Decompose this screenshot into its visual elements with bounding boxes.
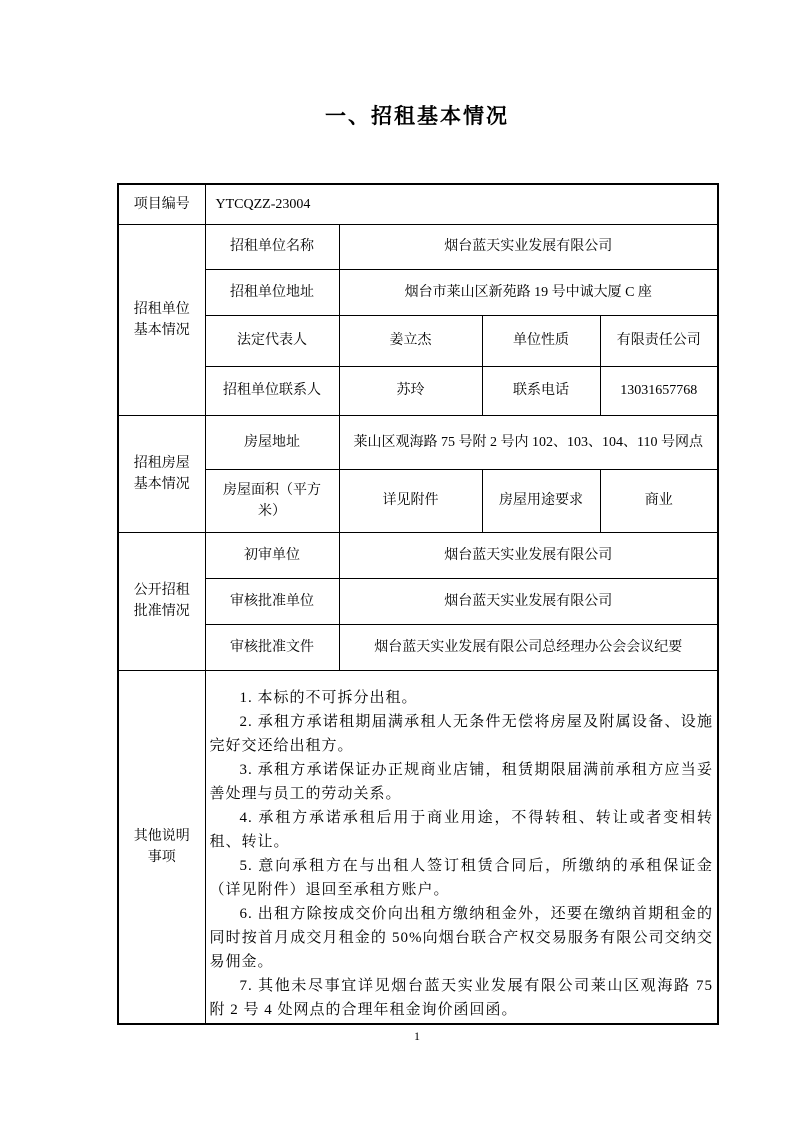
house-area-value: 详见附件 bbox=[339, 469, 482, 532]
project-no-value: YTCQZZ-23004 bbox=[205, 184, 718, 224]
approve-unit-value: 烟台蓝天实业发展有限公司 bbox=[339, 578, 718, 624]
house-usage-label: 房屋用途要求 bbox=[482, 469, 600, 532]
table-row bbox=[118, 532, 718, 578]
row-header-house-info: 招租房屋基本情况 bbox=[118, 415, 205, 532]
legal-rep-value: 姜立杰 bbox=[339, 315, 482, 366]
table-row bbox=[118, 670, 718, 1024]
house-address-label: 房屋地址 bbox=[205, 415, 339, 469]
unit-address-value: 烟台市莱山区新苑路 19 号中诚大厦 C 座 bbox=[339, 269, 718, 315]
row-header-project-no: 项目编号 bbox=[118, 184, 205, 224]
note-item-6: 6. 出租方除按成交价向出租方缴纳租金外，还要在缴纳首期租金的同时按首月成交月租金的 50%向烟台联合产权交易服务有限公司交纳交易佣金。 bbox=[209, 905, 714, 970]
phone-value: 13031657768 bbox=[600, 366, 718, 415]
table-row bbox=[118, 415, 718, 469]
initial-review-value: 烟台蓝天实业发展有限公司 bbox=[339, 532, 718, 578]
row-header-unit-info: 招租单位基本情况 bbox=[118, 224, 205, 415]
unit-name-value: 烟台蓝天实业发展有限公司 bbox=[339, 224, 718, 269]
unit-name-label: 招租单位名称 bbox=[205, 224, 339, 269]
unit-contact-value: 苏玲 bbox=[339, 366, 482, 415]
legal-rep-label: 法定代表人 bbox=[205, 315, 339, 366]
initial-review-label: 初审单位 bbox=[205, 532, 339, 578]
note-item-4: 4. 承租方承诺承租后用于商业用途，不得转租、转让或者变相转租、转让。 bbox=[209, 809, 714, 850]
phone-label: 联系电话 bbox=[482, 366, 600, 415]
note-item-3: 3. 承租方承诺保证办正规商业店铺，租赁期限届满前承租方应当妥善处理与员工的劳动关系。 bbox=[209, 761, 714, 802]
page-number: 1 bbox=[414, 1029, 420, 1043]
table-row bbox=[118, 366, 718, 415]
house-area-label: 房屋面积（平方米） bbox=[205, 469, 339, 532]
unit-contact-label: 招租单位联系人 bbox=[205, 366, 339, 415]
approve-unit-label: 审核批准单位 bbox=[205, 578, 339, 624]
other-notes-cell bbox=[205, 670, 718, 1024]
note-item-7: 7. 其他未尽事宜详见烟台蓝天实业发展有限公司莱山区观海路 75 附 2 号 4 处网点的合理年租金询价函回函。 bbox=[209, 977, 714, 1018]
note-item-1: 1. 本标的不可拆分出租。 bbox=[239, 689, 418, 706]
unit-nature-label: 单位性质 bbox=[482, 315, 600, 366]
note-item-5: 5. 意向承租方在与出租人签订租赁合同后，所缴纳的承租保证金（详见附件）退回至承租方账户。 bbox=[209, 857, 714, 898]
approve-doc-label: 审核批准文件 bbox=[205, 624, 339, 670]
row-header-other-notes: 其他说明事项 bbox=[118, 670, 205, 1024]
unit-nature-value: 有限责任公司 bbox=[600, 315, 718, 366]
approve-doc-value: 烟台蓝天实业发展有限公司总经理办公会会议纪要 bbox=[339, 624, 718, 670]
house-usage-value: 商业 bbox=[600, 469, 718, 532]
table-row bbox=[118, 469, 718, 532]
table-row bbox=[118, 269, 718, 315]
page-title: 一、招租基本情况 bbox=[325, 104, 509, 128]
table-row bbox=[118, 624, 718, 670]
house-address-value: 莱山区观海路 75 号附 2 号内 102、103、104、110 号网点 bbox=[339, 415, 718, 469]
note-item-2: 2. 承租方承诺租期届满承租人无条件无偿将房屋及附属设备、设施完好交还给出租方。 bbox=[209, 713, 714, 754]
table-row bbox=[118, 578, 718, 624]
unit-address-label: 招租单位地址 bbox=[205, 269, 339, 315]
table-row bbox=[118, 224, 718, 269]
row-header-approval-info: 公开招租批准情况 bbox=[118, 532, 205, 670]
rental-info-table bbox=[117, 183, 719, 1025]
table-row bbox=[118, 315, 718, 366]
table-row bbox=[118, 184, 718, 224]
